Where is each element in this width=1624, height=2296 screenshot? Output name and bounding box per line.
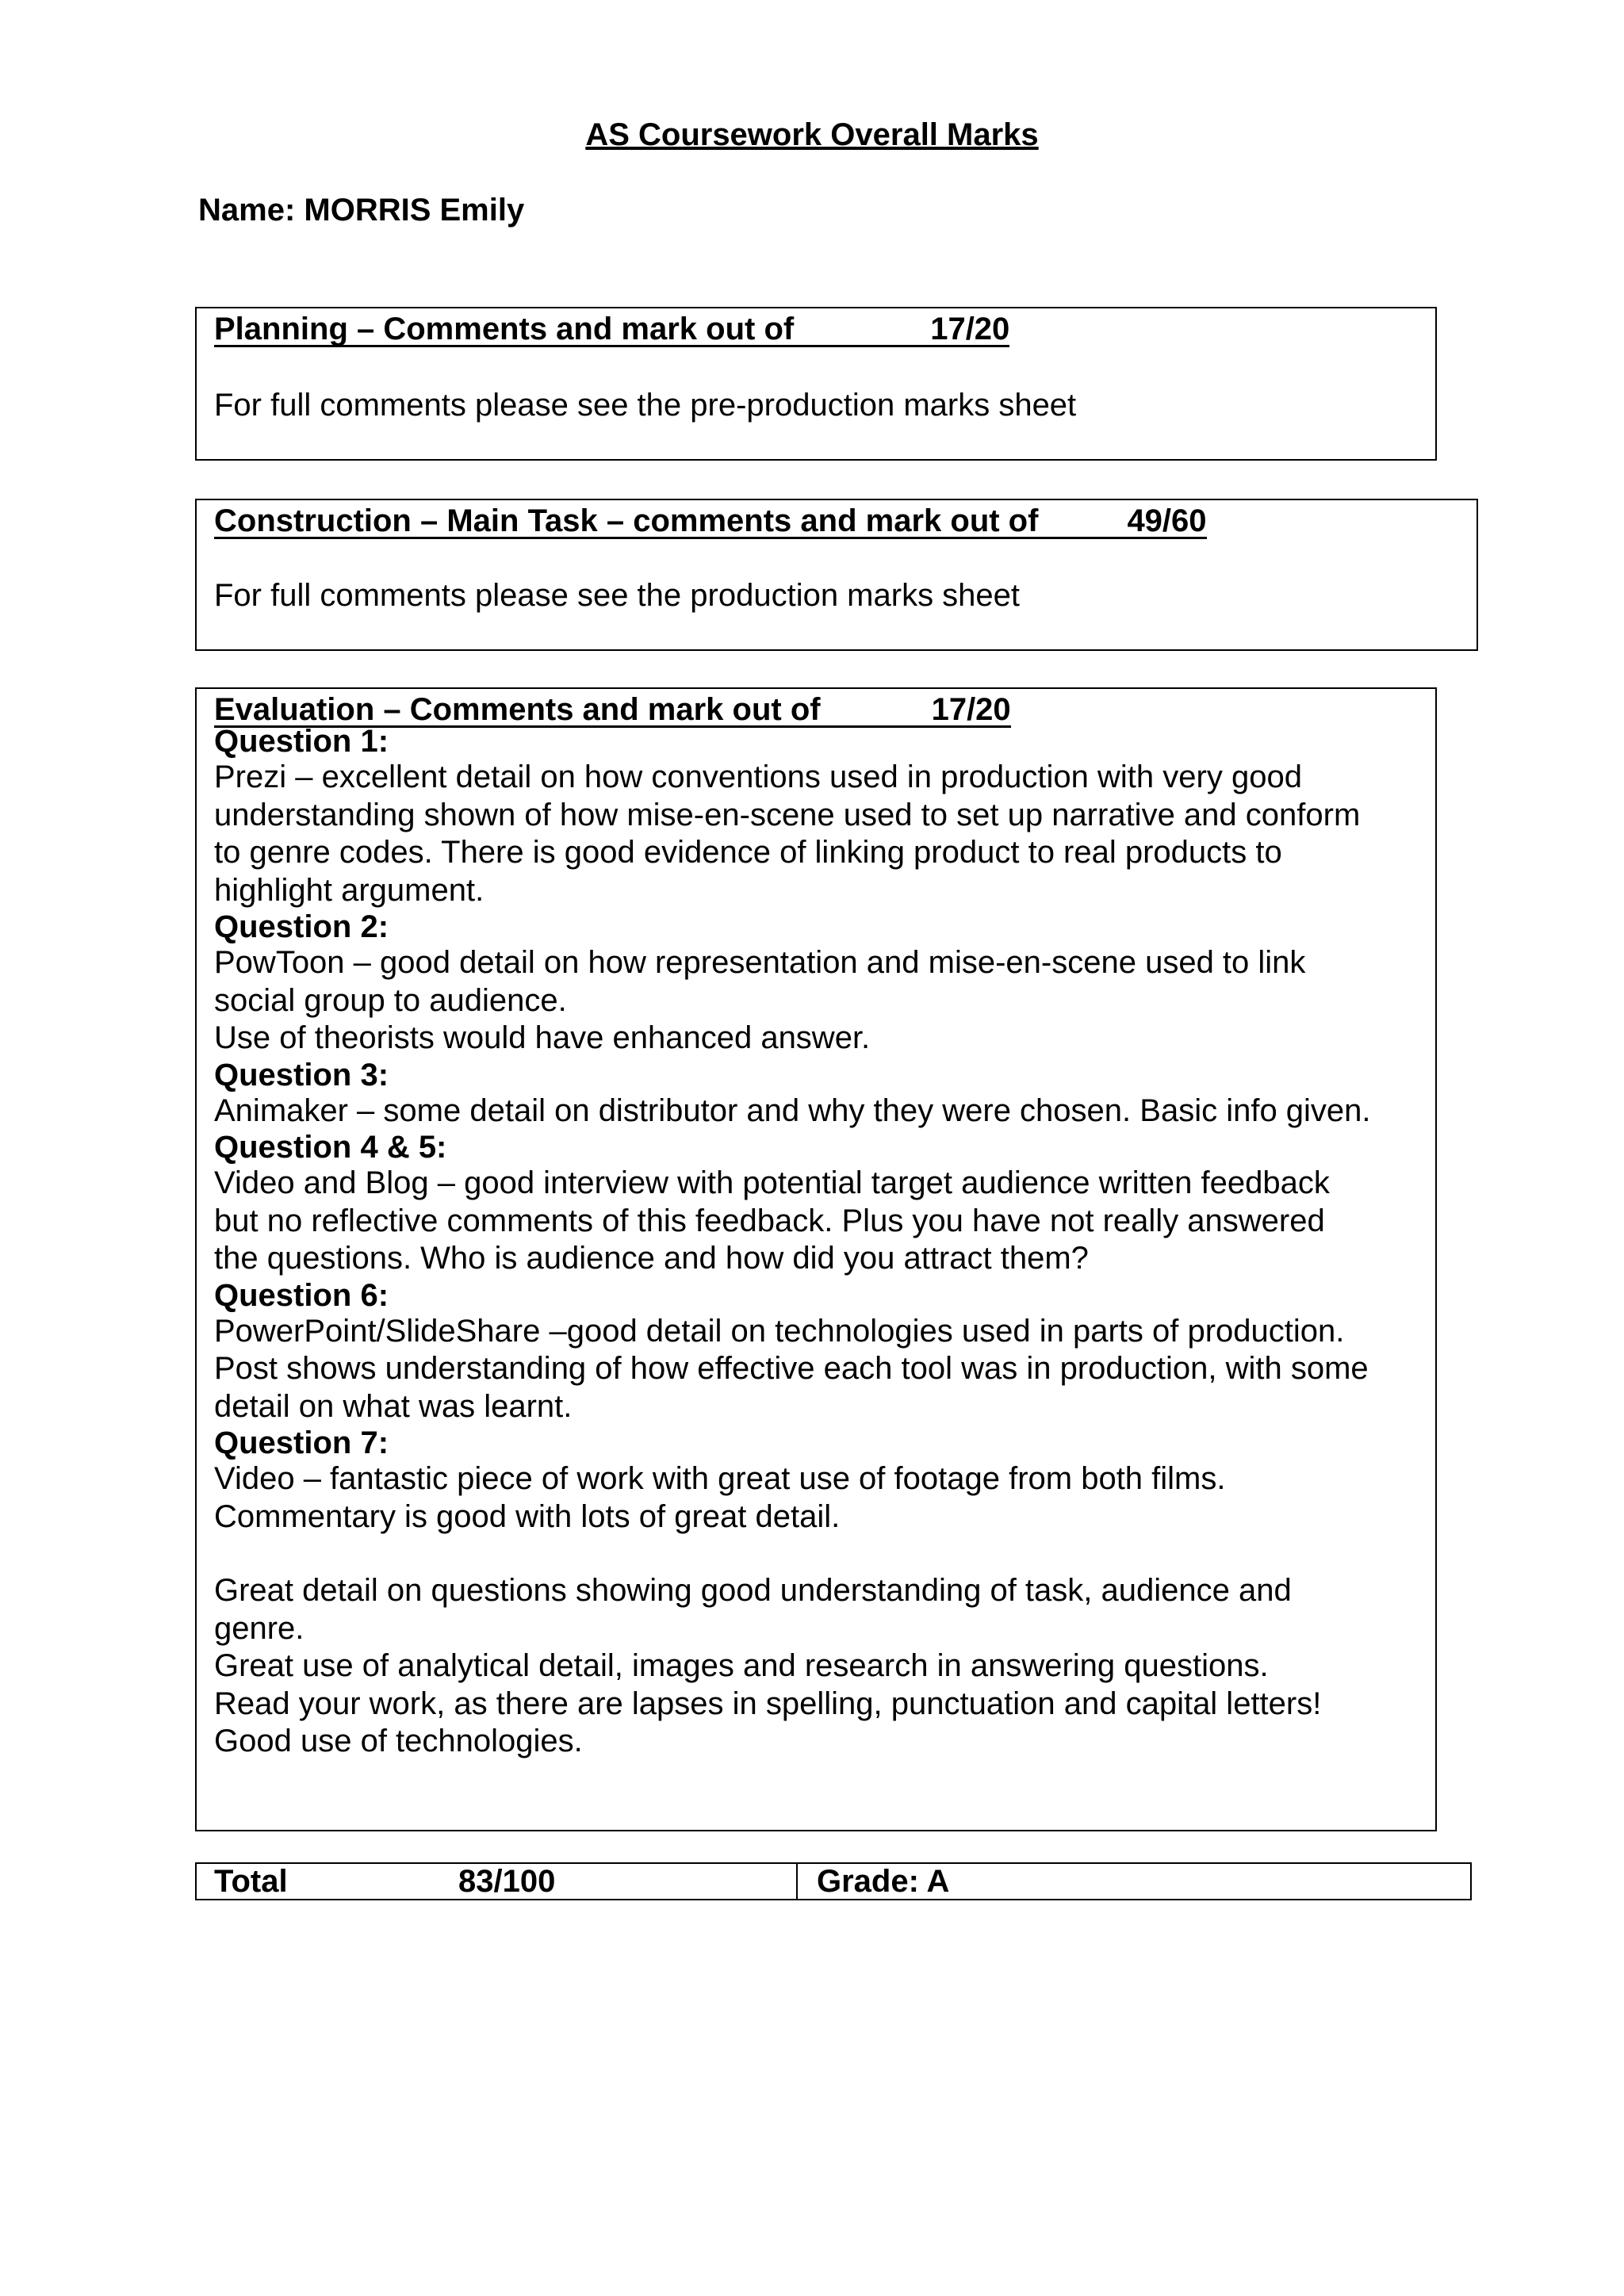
comment-line: but no reflective comments of this feedback. Plus you have not really answered bbox=[214, 1203, 1325, 1238]
comment-line: the questions. Who is audience and how did you attract them? bbox=[214, 1241, 1089, 1276]
planning-heading-text: Planning – Comments and mark out of bbox=[214, 312, 795, 346]
comment-line: understanding shown of how mise-en-scene used to set up narrative and conform bbox=[214, 797, 1361, 832]
construction-comment: For full comments please see the production marks sheet bbox=[214, 578, 1021, 613]
comment-line: detail on what was learnt. bbox=[214, 1388, 573, 1424]
question-label: Question 2: bbox=[214, 909, 389, 944]
page-title: AS Coursework Overall Marks bbox=[585, 117, 1039, 152]
comment-line: highlight argument. bbox=[214, 872, 485, 908]
question-label: Question 1: bbox=[214, 724, 389, 759]
comment-line: PowerPoint/SlideShare –good detail on technologies used in parts of production. bbox=[214, 1313, 1345, 1349]
summary-line: Read your work, as there are lapses in spelling, punctuation and capital letters! bbox=[214, 1686, 1322, 1721]
table-divider bbox=[796, 1864, 798, 1899]
question-4-5 bbox=[214, 1130, 1435, 1278]
grade-value: Grade: A bbox=[817, 1864, 950, 1899]
question-3 bbox=[214, 1058, 1435, 1131]
evaluation-mark: 17/20 bbox=[931, 692, 1011, 727]
summary-line: Great use of analytical detail, images and research in answering questions. bbox=[214, 1648, 1269, 1683]
summary-line: genre. bbox=[214, 1610, 304, 1646]
comment-line: social group to audience. bbox=[214, 982, 567, 1018]
question-label: Question 4 & 5: bbox=[214, 1130, 447, 1165]
planning-comment: For full comments please see the pre-production marks sheet bbox=[214, 388, 1077, 423]
planning-box bbox=[195, 307, 1437, 461]
question-label: Question 7: bbox=[214, 1425, 389, 1460]
question-label: Question 6: bbox=[214, 1277, 389, 1313]
question-label: Question 3: bbox=[214, 1057, 389, 1093]
question-1 bbox=[214, 724, 1435, 909]
comment-line: Post shows understanding of how effective each tool was in production, with some bbox=[214, 1351, 1369, 1386]
question-7 bbox=[214, 1425, 1435, 1536]
comment-line: Prezi – excellent detail on how conventions used in production with very good bbox=[214, 760, 1302, 794]
comment-line: Commentary is good with lots of great detail. bbox=[214, 1498, 841, 1534]
comment-line: Animaker – some detail on distributor and why they were chosen. Basic info given. bbox=[214, 1093, 1371, 1128]
comment-line: Video – fantastic piece of work with great use of footage from both films. bbox=[214, 1461, 1226, 1496]
total-table bbox=[195, 1862, 1472, 1900]
planning-mark: 17/20 bbox=[930, 312, 1010, 346]
construction-heading bbox=[214, 500, 1207, 539]
comment-line: to genre codes. There is good evidence of linking product to real products to bbox=[214, 835, 1282, 870]
planning-heading bbox=[214, 308, 1009, 347]
comment-line: Video and Blog – good interview with potential target audience written feedback bbox=[214, 1165, 1330, 1200]
paragraph-gap bbox=[214, 1536, 1435, 1572]
student-name: Name: MORRIS Emily bbox=[198, 193, 525, 228]
question-2 bbox=[214, 909, 1435, 1058]
construction-mark: 49/60 bbox=[1127, 503, 1207, 538]
question-6 bbox=[214, 1278, 1435, 1426]
summary-line: Good use of technologies. bbox=[214, 1724, 583, 1758]
total-label: Total bbox=[214, 1864, 288, 1899]
comment-line: Use of theorists would have enhanced answer. bbox=[214, 1020, 871, 1055]
evaluation-body bbox=[214, 724, 1435, 1761]
construction-heading-text: Construction – Main Task – comments and mark out of bbox=[214, 503, 1039, 538]
construction-box bbox=[195, 499, 1478, 651]
evaluation-heading bbox=[214, 689, 1011, 728]
summary-line: Great detail on questions showing good understanding of task, audience and bbox=[214, 1573, 1292, 1608]
comment-line: PowToon – good detail on how representation and mise-en-scene used to link bbox=[214, 945, 1306, 980]
evaluation-summary bbox=[214, 1572, 1435, 1761]
evaluation-box bbox=[195, 687, 1437, 1831]
total-value: 83/100 bbox=[458, 1864, 556, 1899]
evaluation-heading-text: Evaluation – Comments and mark out of bbox=[214, 692, 821, 727]
